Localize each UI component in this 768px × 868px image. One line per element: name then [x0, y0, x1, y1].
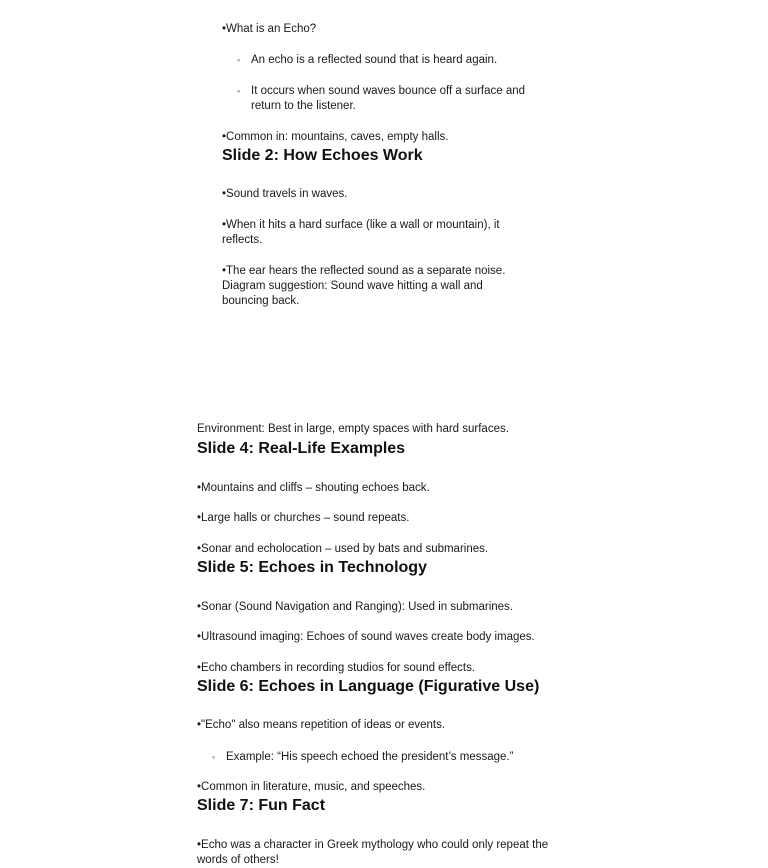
slide-4-title: Slide 4: Real-Life Examples — [197, 440, 406, 457]
bullet-ear-hears: •The ear hears the reflected sound as a separate noise. Diagram suggestion: Sound wave hitting a wall and bouncing back. — [222, 265, 506, 307]
bullet-mountains-cliffs: •Mountains and cliffs – shouting echoes back. — [197, 482, 430, 494]
cutoff-environment-line: Environment: Best in large, empty spaces with hard surfaces. — [197, 423, 509, 435]
sub-bullet-bounce: It occurs when sound waves bounce off a surface and return to the listener. — [251, 85, 526, 112]
bullet-hard-surface: •When it hits a hard surface (like a wall or mountain), it reflects. — [222, 219, 500, 246]
sub-bullet-reflected-sound: An echo is a reflected sound that is heard again. — [251, 54, 498, 66]
bullet-common-in: •Common in: mountains, caves, empty halls. — [222, 131, 449, 143]
sub-bullet-marker: ◦ — [212, 752, 216, 762]
slide-6-title: Slide 6: Echoes in Language (Figurative Use) — [197, 678, 540, 695]
bullet-echo-repetition: •"Echo" also means repetition of ideas or events. — [197, 719, 446, 731]
slide-2-title: Slide 2: How Echoes Work — [222, 147, 423, 164]
bullet-common-literature: •Common in literature, music, and speeches. — [197, 781, 426, 793]
sub-bullet-speech-example: Example: “His speech echoed the president’s message.” — [226, 751, 514, 763]
slide-7-title: Slide 7: Fun Fact — [197, 797, 326, 814]
bullet-echo-chambers: •Echo chambers in recording studios for sound effects. — [197, 662, 476, 674]
cutoff-line-clip — [197, 423, 577, 437]
slide-5-title: Slide 5: Echoes in Technology — [197, 559, 427, 576]
sub-bullet-marker: ◦ — [237, 55, 241, 65]
bullet-large-halls: •Large halls or churches – sound repeats. — [197, 512, 410, 524]
bullet-ultrasound: •Ultrasound imaging: Echoes of sound waves create body images. — [197, 631, 535, 643]
bullet-sound-waves: •Sound travels in waves. — [222, 188, 348, 200]
bullet-greek-mythology: •Echo was a character in Greek mythology who could only repeat the words of others! — [197, 839, 549, 866]
bullet-sonar: •Sonar (Sound Navigation and Ranging): Used in submarines. — [197, 601, 513, 613]
sub-bullet-marker: ◦ — [237, 86, 241, 96]
bullet-what-is-echo: •What is an Echo? — [222, 23, 317, 35]
bullet-sonar-echolocation: •Sonar and echolocation – used by bats and submarines. — [197, 543, 489, 555]
